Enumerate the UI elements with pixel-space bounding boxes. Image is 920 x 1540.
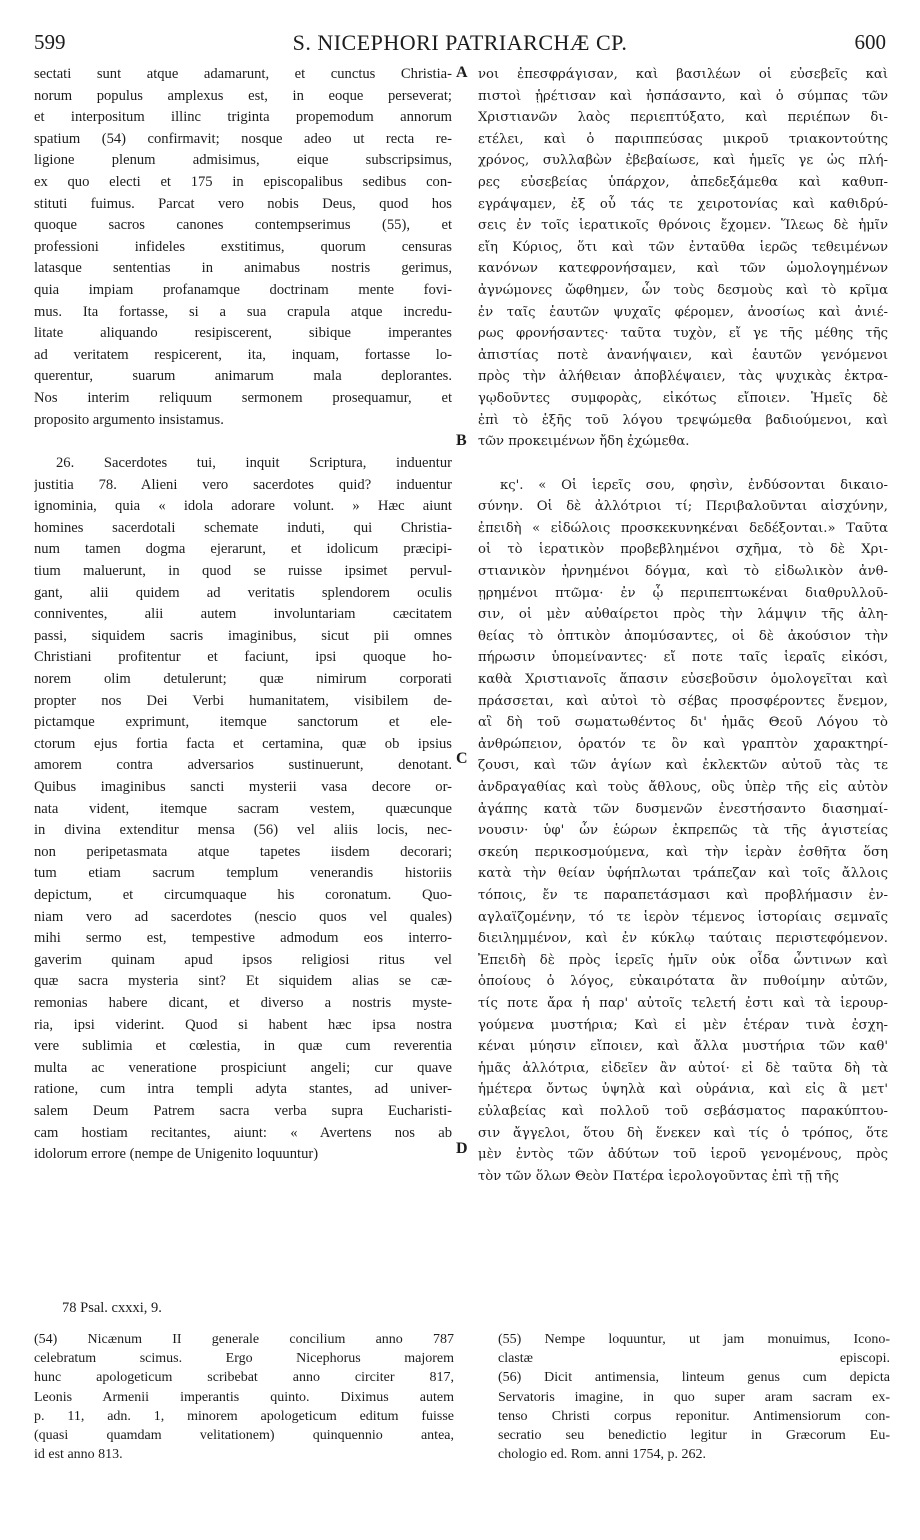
page-header — [34, 30, 886, 60]
latin-text-line: ignominia, quia « idola adorare volunt. » Hæc aiunt — [34, 498, 452, 515]
latin-text-line: salem Deum Patrem sacra verba supra Eucharisti- — [34, 1102, 452, 1119]
greek-paragraph-1 — [478, 64, 888, 453]
footnote-line: secratio seu benedictio legitur in Græcorum Eu- — [498, 1427, 890, 1443]
latin-text-line: ex quo electi et 175 in episcopalibus sedibus con- — [34, 173, 452, 190]
greek-text-line: ἐν ταῖς ἑαυτῶν ψυχαῖς φέρομεν, ἀνοσίως καὶ ἀνιέ- — [478, 304, 888, 320]
footnotes-right — [498, 1330, 890, 1464]
latin-paragraph-1 — [34, 64, 452, 431]
latin-text-line: norum populus amplexus est, in eoque perseverat; — [34, 87, 452, 104]
footnote-line: p. 11, adn. 1, minorem apologeticum editum fuisse — [34, 1408, 454, 1424]
latin-text-line: num tamen dogma ejerarunt, et idolicum præcipi- — [34, 541, 452, 558]
latin-text-line: ctorum ejus fortia facta et certamina, quæ ob ipsius — [34, 735, 452, 752]
latin-text-line: vere sublimia et cœlestia, in quæ cum reverentia — [34, 1038, 452, 1055]
greek-text-line: πρὸς τὴν ἀλήθειαν ἀποβλέψαιεν, τὰς ψυχικὰς ἐκτρα- — [478, 369, 888, 385]
greek-text-line: ἀπιστίας ποτὲ ἀνανήψαιεν, καὶ ἑαυτῶν γενόμενοι — [478, 347, 888, 363]
greek-text-line: αγλαϊζομένην, τό τε ἱερὸν τέμενος ἱστορίαις σεμναῖς — [478, 909, 888, 925]
latin-text-line: conniventes, alii autem involuntariam cæcitatem — [34, 606, 452, 623]
greek-text-line: σιν ἄγγελοι, ὅτου δὴ ἕνεκεν καὶ τίς ὁ τρόπος, ὅτε — [478, 1125, 888, 1141]
greek-column — [478, 64, 888, 1187]
greek-text-line: ρως φρονήσαντες· ταῦτα τυχὸν, εἴ γε τῆς μέθης τῆς — [478, 326, 888, 342]
greek-text-line: οἱ τὸ ἱερατικὸν προβεβλημένοι σχῆμα, τὸ δὲ Χρι- — [478, 542, 888, 558]
greek-text-line: σιν, οἱ μὲν αὐθαίρετοι πρὸς τὴν λάμψιν τῆς ἀλη- — [478, 607, 888, 623]
greek-text-line: σκεύη περικοσμούμενα, καὶ τὴν ἱερὰν ἐσθῆτα ὅση — [478, 844, 888, 860]
latin-text-line: proposito argumento insistamus. — [34, 411, 224, 428]
greek-text-line: ρες εὐσεβείας ὑπάρχον, ἀπεδεξάμεθα καὶ καθυπ- — [478, 174, 888, 190]
footnote-line: id est anno 813. — [34, 1447, 123, 1463]
greek-text-line: νοι ἐπεσφράγισαν, καὶ βασιλέων οἱ εὐσεβεῖς καὶ — [478, 67, 888, 82]
footnote-line: Servatoris imagine, in quo super aram sacram ex- — [498, 1389, 890, 1405]
greek-text-line: πράσσεται, καὶ αὐτοὶ τὸ σέβας προσφέροντες ἔνεμον, — [478, 693, 888, 709]
latin-text-line: sectati sunt atque adamarunt, et cunctus Christia- — [34, 66, 452, 82]
latin-text-line: justitia 78. Alieni vero sacerdotes quid? induentur — [34, 476, 452, 493]
latin-text-line: ad veritatem respicerent, ita, inquam, fortasse lo- — [34, 346, 452, 363]
greek-text-line: στιανικὸν ἠρνημένοι δόγμα, καὶ τὸ εἰδωλικὸν ἀνθ- — [478, 564, 888, 580]
greek-text-line: ἐπειδὴ « εἰδώλοις προσκεκυνηκέναι δεδέξονται.» Ταῦτα — [478, 520, 888, 536]
latin-text-line: remonias habere dicant, et diverso a nostris myste- — [34, 994, 452, 1011]
latin-text-line: quæ sacra mysteria sint? Et siquidem alias se cæ- — [34, 973, 452, 990]
greek-text-line: ἐπὶ τὸ ἑξῆς τοῦ λόγου τρεψώμεθα βαδιούμενοι, καὶ — [478, 412, 888, 428]
latin-text-line: gaverim quinam apud ipsos religiosi ritus vel — [34, 951, 452, 968]
latin-text-line: professioni infideles exstitimus, quorum censuras — [34, 238, 452, 255]
latin-text-line: nata vident, itemque sacram vestem, quæcunque — [34, 800, 452, 817]
footnote-line: Leonis Armenii imperantis quinto. Diximus autem — [34, 1389, 454, 1405]
latin-text-line: depictum, et circumquaque his coronatum. Quo- — [34, 886, 452, 903]
footnote-line: hunc apologeticum scribebat anno circiter 817, — [34, 1370, 454, 1386]
page-number-left: 599 — [34, 30, 66, 54]
scripture-reference: 78 Psal. cxxxi, 9. — [62, 1300, 162, 1316]
latin-column — [34, 64, 452, 1166]
greek-text-line: διειλημμένον, καὶ ἐν κύκλῳ ταύταις περιστεφόμενον. — [478, 931, 888, 947]
margin-marker-a: A — [456, 64, 468, 81]
latin-text-line: non peripetasmata atque tapetes iisdem decorari; — [34, 843, 452, 860]
greek-text-line: μὲν ἐντὸς τῶν ἀδύτων τοῦ ἱεροῦ γενομένους, πρὸς — [478, 1147, 888, 1163]
latin-text-line: in divina extenditur mensa (56) vel aliis locis, nec- — [34, 822, 452, 839]
greek-text-line: ἡμᾶς ἀλλότρια, εἰδεῖεν ἂν αὐτοί· εἰ δὲ ταῦτα δὴ τὰ — [478, 1060, 888, 1076]
greek-text-line: Ἐπειδὴ δὲ πρὸς ἱερεῖς ἡμῖν οὐκ οἶδα ὧντινων καὶ — [478, 952, 888, 968]
greek-text-line: γῳδοῦντες συμφορὰς, εἰκότως εἴποιεν. Ἡμεῖς δὲ — [478, 390, 888, 406]
greek-text-line: θείας τὸ ὀπτικὸν ἀπομύσαντες, οἱ δὲ ἀκούσιον τὴν — [478, 628, 888, 644]
greek-text-line: εἴη Κύριος, ὅτι καὶ τῶν ἐνταῦθα ἱερῶς τεθειμένων — [478, 239, 888, 255]
footnote-line: (quasi quamdam velitationem) quinquennio antea, — [34, 1427, 454, 1443]
greek-text-line: ζουσι, καὶ τῶν ἁγίων καὶ ἐκλεκτῶν αὐτοῦ τὰς τε — [478, 758, 888, 774]
latin-text-line: querentur, suarum animarum mala deplorantes. — [34, 368, 452, 385]
greek-text-line: ετέλει, καὶ ὁ παριππεύσας μικροῦ τριακοντούτης — [478, 131, 888, 147]
footnote-line: tenso Christi corpus reponitur. Antimensiorum con- — [498, 1408, 890, 1424]
greek-text-line: χρόνος, συλλαβὼν ἐβεβαίωσε, καὶ ἡμεῖς γε ὡς πλή- — [478, 153, 888, 169]
greek-text-line: κατὰ τὴν θείαν ὑφήπλωται τράπεζαν καὶ τοῖς ἄλλοις — [478, 866, 888, 882]
footnote-line: clastæ episcopi. — [498, 1351, 890, 1367]
footnote-line: (56) Dicit antimensia, linteum genus cum depicta — [498, 1370, 890, 1386]
footnote-line: (55) Nempe loquuntur, ut jam monuimus, Icono- — [498, 1332, 890, 1347]
greek-text-line: ὁποίους ὁ λόγος, εὐκαιρότατα ἂν πυθοίμην αὐτῶν, — [478, 974, 888, 990]
latin-text-line: mihi sermo est, tempestive admodum eos interro- — [34, 930, 452, 947]
greek-text-line: ἀγνώμονες ὤφθημεν, ὧν τοὺς δεσμοὺς καὶ τὸ κρῖμα — [478, 282, 888, 298]
latin-text-line: stituti fuimus. Parcat vero nobis Deus, quod hos — [34, 195, 452, 212]
greek-text-line: κς'. « Οἱ ἱερεῖς σου, φησὶν, ἐνδύσονται δικαιο- — [500, 477, 888, 493]
greek-text-line: ῃρημένοι πτῶμα· ἐν ᾧ περιπεπτωκέναι διαθρυλλοῦ- — [478, 585, 888, 601]
greek-text-line: εγράψαμεν, ἐξ οὗ τάς τε χειροτονίας καὶ καθιδρύ- — [478, 196, 888, 212]
latin-text-line: spatium (54) confirmavit; nosque adeo ut recta re- — [34, 130, 452, 147]
latin-text-line: et interpositum illinc triginta propemodum annorum — [34, 109, 452, 126]
greek-text-line: πήρωσιν ὑπομείναντες· εἴ ποτε ταῖς ἱεραῖς εἰκόσι, — [478, 650, 888, 666]
greek-text-line: ἡμέτερα ὄντως ὑψηλὰ καὶ οὐράνια, καὶ εἰς ἃ μετ' — [478, 1082, 888, 1098]
greek-text-line: ἀγάπης κατὰ τῶν δυσμενῶν ἐνεστήσαντο διασημαί- — [478, 801, 888, 817]
greek-text-line: κέναι μύησιν εἴποιεν, καὶ ἄλλα μυστήρια τῶν καθ' — [478, 1039, 888, 1055]
latin-text-line: tium maluerunt, in quod se ruisse ipsimet pervul- — [34, 563, 452, 580]
latin-text-line: ratione, cum intra templi adyta stantes, ad univer- — [34, 1081, 452, 1098]
margin-marker-c: C — [456, 750, 468, 767]
latin-text-line: norem olim detulerunt; quæ nimirum corporati — [34, 671, 452, 688]
latin-text-line: Nos interim reliquum sermonem prosequamur, et — [34, 389, 452, 406]
margin-marker-d: D — [456, 1140, 468, 1157]
footnote-line: celebratum scimus. Ergo Nicephorus majorem — [34, 1351, 454, 1367]
latin-text-line: ligione plenum admisimus, eique subscripsimus, — [34, 152, 452, 169]
latin-text-line: litate aliquando resipiscerent, sibique imperantes — [34, 325, 452, 342]
greek-text-line: καθὰ Χριστιανοῖς ἅπασιν εὐσεβοῦσιν ὁμολογεῖται καὶ — [478, 672, 888, 688]
latin-text-line: passi, siquidem sacris imaginibus, sicut pii omnes — [34, 627, 452, 644]
greek-text-line: κανόνων κατεφρονήσαμεν, καὶ τῶν ὡμολογημένων — [478, 261, 888, 277]
greek-text-line: πιστοὶ ᾑρέτισαν καὶ ἠσπάσαντο, καὶ ὁ σύμπας τῶν — [478, 88, 888, 104]
latin-text-line: Quibus imaginibus sancti mysterii vasa decore or- — [34, 779, 452, 795]
page-number-right: 600 — [854, 30, 886, 54]
latin-text-line: gant, alii quidem ad veritatis splendorem oculis — [34, 584, 452, 601]
running-title: S. NICEPHORI PATRIARCHÆ CP. — [292, 30, 628, 55]
greek-text-line: τόποις, ἔν τε παραπετάσμασι καὶ προβλήμασιν ἐν- — [478, 887, 888, 903]
greek-text-line: τίς ποτε ἄρα ἡ παρ' αὐτοῖς τελετή ἐστι καὶ τὰ ἱερουρ- — [478, 995, 888, 1011]
greek-text-line: αἳ δὴ τοῦ σωματωθέντος δι' ἡμᾶς Θεοῦ Λόγου τὸ — [478, 715, 888, 731]
latin-text-line: mus. Ita fortasse, si a sua crapula atque incredu- — [34, 303, 452, 320]
footnote-line: chologio ed. Rom. anni 1754, p. 262. — [498, 1447, 707, 1463]
latin-text-line: niam vero ad sacerdotes (nescio quos vel quales) — [34, 908, 452, 925]
latin-text-line: idolorum errore (nempe de Unigenito loquuntur) — [34, 1146, 319, 1163]
greek-text-line: σύνην. Οἱ δὲ ἀλλότριοι τί; Περιβαλοῦνται αἰσχύνην, — [478, 499, 888, 515]
latin-text-line: pictamque exprimunt, itemque sanctorum et ele- — [34, 714, 452, 731]
greek-text-line: Χριστιανῶν λαὸς περιεπτύξατο, καὶ περιέπων δι- — [478, 110, 888, 126]
latin-text-line: quia impiam profanamque doctrinam mente fovi- — [34, 281, 452, 298]
latin-text-line: quoque sacros canones contempserimus (55), et — [34, 217, 452, 234]
greek-text-line: τῶν προκειμένων ἤδη ἐχώμεθα. — [478, 434, 690, 450]
latin-text-line: cam hostiam recitantes, aiunt: « Avertens nos ab — [34, 1124, 452, 1141]
greek-text-line: νουσιν· ὑφ' ὧν ἑώρων ἐκπρεπῶς τὰ τῆς ἁγιστείας — [478, 823, 888, 839]
latin-text-line: Christiani profitentur et faciunt, ipsi quoque ho- — [34, 649, 452, 666]
latin-text-line: ria, ipsi viderint. Quod si habent hæc ipsa nostra — [34, 1016, 452, 1033]
greek-text-line: γούμενα μυστήρια; Καὶ εἰ μὲν ἑτέραν τινὰ ἐσχη- — [478, 1017, 888, 1033]
footnotes-left — [34, 1330, 454, 1464]
greek-text-line: ἀνδραγαθίας καὶ τοὺς ἄθλους, οὓς ὑπὲρ τῆς εἰς αὐτὸν — [478, 780, 888, 795]
latin-text-line: latasque sententias in animabus nostris gerimus, — [34, 260, 452, 277]
latin-text-line: multa ac veneratione prospiciunt angeli; cur quave — [34, 1059, 452, 1076]
latin-text-line: propter nos Dei Verbi humanitatem, visibilem de- — [34, 692, 452, 709]
greek-text-line: σεις ἐν τοῖς ἱερατικοῖς θρόνοις ἔχομεν. Ἵλεως δὲ ἡμῖν — [478, 218, 888, 234]
latin-text-line: amorem contra adversarios sustinuerunt, denotant. — [34, 757, 452, 774]
latin-text-line: 26. Sacerdotes tui, inquit Scriptura, induentur — [56, 455, 452, 472]
latin-paragraph-2 — [34, 453, 452, 1166]
greek-text-line: εὐλαβείας καὶ πολλοῦ τοῦ σεβάσματος παρακύπτου- — [478, 1103, 888, 1119]
greek-paragraph-2 — [478, 475, 888, 1188]
greek-text-line: ἀνθρώπειον, ὁρατόν τε ὂν καὶ γραπτὸν χαρακτηρί- — [478, 736, 888, 752]
margin-marker-b: B — [456, 432, 467, 449]
greek-text-line: τὸν τῶν ὅλων Θεὸν Πατέρα ἱερολογοῦντας ἐπὶ τῇ τῆς — [478, 1168, 839, 1184]
footnote-line: (54) Nicænum II generale concilium anno 787 — [34, 1332, 454, 1347]
latin-text-line: tum etiam sacrum templum venerandis historiis — [34, 865, 452, 882]
latin-text-line: homines sacerdotali schemate induti, qui Christia- — [34, 519, 452, 536]
